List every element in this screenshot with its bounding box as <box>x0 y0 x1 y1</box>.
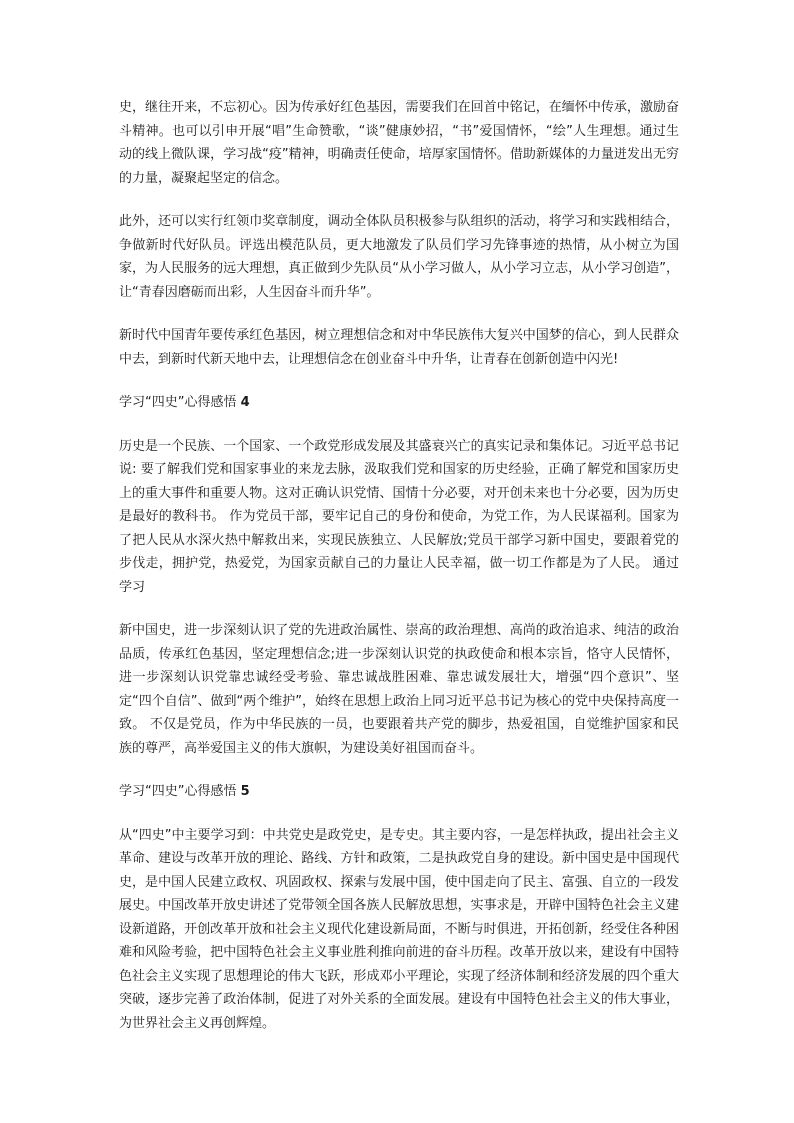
heading-number: 5 <box>240 784 250 799</box>
paragraph-history-record: 历史是一个民族、一个国家、一个政党形成发展及其盛衰兴亡的真实记录和集体记。习近平总书记说: 要了解我们党和国家事业的来龙去脉，汲取我们党和国家的历史经验，正确了解党和国家历史上的重大事件和重要人物。这对正确认识党情、国情十分必要，对开创未来也十分必要，因为历史是最好的教科书。 作为党员干部，要牢记自己的身份和使命，为党工作，为人民谋福利。国家为了把人民从水深火热中解救出来，实现民族独立、人民解放;党员干部学习新中国史，要跟着党的步伐走，拥护党，热爱党，为国家贡献自己的力量让人民幸福，做一切工作都是为了人民。 通过学习 <box>119 438 679 595</box>
section-heading-4 <box>119 391 679 415</box>
paragraph-continuation: 史，继往开来，不忘初心。因为传承好红色基因，需要我们在回首中铭记，在缅怀中传承，激励奋斗精神。也可以引申开展“唱”生命赞歌，“谈”健康妙招，“书”爱国情怀，“绘”人生理想。通过生动的线上微队课，学习战“疫”精神，明确责任使命，培厚家国情怀。借助新媒体的力量迸发出无穷的力量，凝聚起坚定的信念。 <box>119 100 679 186</box>
heading-text: 学习“四史”心得感悟 <box>119 395 237 410</box>
section-heading-5 <box>119 780 679 804</box>
paragraph-youth-red-gene: 新时代中国青年要传承红色基因，树立理想信念和对中华民族伟大复兴中国梦的信心，到人民群众中去，到新时代新天地中去，让理想信念在创业奋斗中升华，让青春在创新创造中闪光! <box>119 328 679 367</box>
paragraph-red-scarf-medal: 此外，还可以实行红领巾奖章制度，调动全体队员积极参与队组织的活动，将学习和实践相结合，争做新时代好队员。评选出模范队员，更大地激发了队员们学习先锋事迹的热情，从小树立为国家，为人民服务的远大理想，真正做到少先队员“从小学习做人，从小学习立志，从小学习创造”，让“青春因磨砺而出彩，人生因奋斗而升华”。 <box>119 214 679 300</box>
heading-text: 学习“四史”心得感悟 <box>119 784 237 799</box>
paragraph-new-china-history: 新中国史，进一步深刻认识了党的先进政治属性、崇高的政治理想、高尚的政治追求、纯洁的政治品质，传承红色基因，坚定理想信念;进一步深刻认识党的执政使命和根本宗旨，恪守人民情怀，进一步深刻认识党靠忠诚经受考验、靠忠诚战胜困难、靠忠诚发展壮大，增强“四个意识”、坚定“四个自信”、做到“两个维护”，始终在思想上政治上同习近平总书记为核心的党中央保持高度一致。 不仅是党员，作为中华民族的一员，也要跟着共产党的脚步，热爱祖国，自觉维护国家和民族的尊严，高举爱国主义的伟大旗帜，为建设美好祖国而奋斗。 <box>119 623 679 756</box>
document-page <box>119 96 679 1055</box>
paragraph-four-histories: 从“四史”中主要学习到：中共党史是政党史，是专史。其主要内容，一是怎样执政，提出社会主义革命、建设与改革开放的理论、路线、方针和政策，二是执政党自身的建设。新中国史是中国现代史，是中国人民建立政权、巩固政权、探索与发展中国，使中国走向了民主、富强、自立的一段发展史。中国改革开放史讲述了党带领全国各族人民解放思想，实事求是，开辟中国特色社会主义建设新道路，开创改革开放和社会主义现代化建设新局面，不断与时俱进，开拓创新，经受住各种困难和风险考验，把中国特色社会主义事业胜利推向前进的奋斗历程。改革开放以来，建设有中国特色社会主义实现了思想理论的伟大飞跃，形成邓小平理论，实现了经济体制和经济发展的四个重大突破，逐步完善了政治体制，促进了对外关系的全面发展。建设有中国特色社会主义的伟大事业，为世界社会主义再创辉煌。 <box>119 827 679 1031</box>
heading-number: 4 <box>240 395 250 410</box>
